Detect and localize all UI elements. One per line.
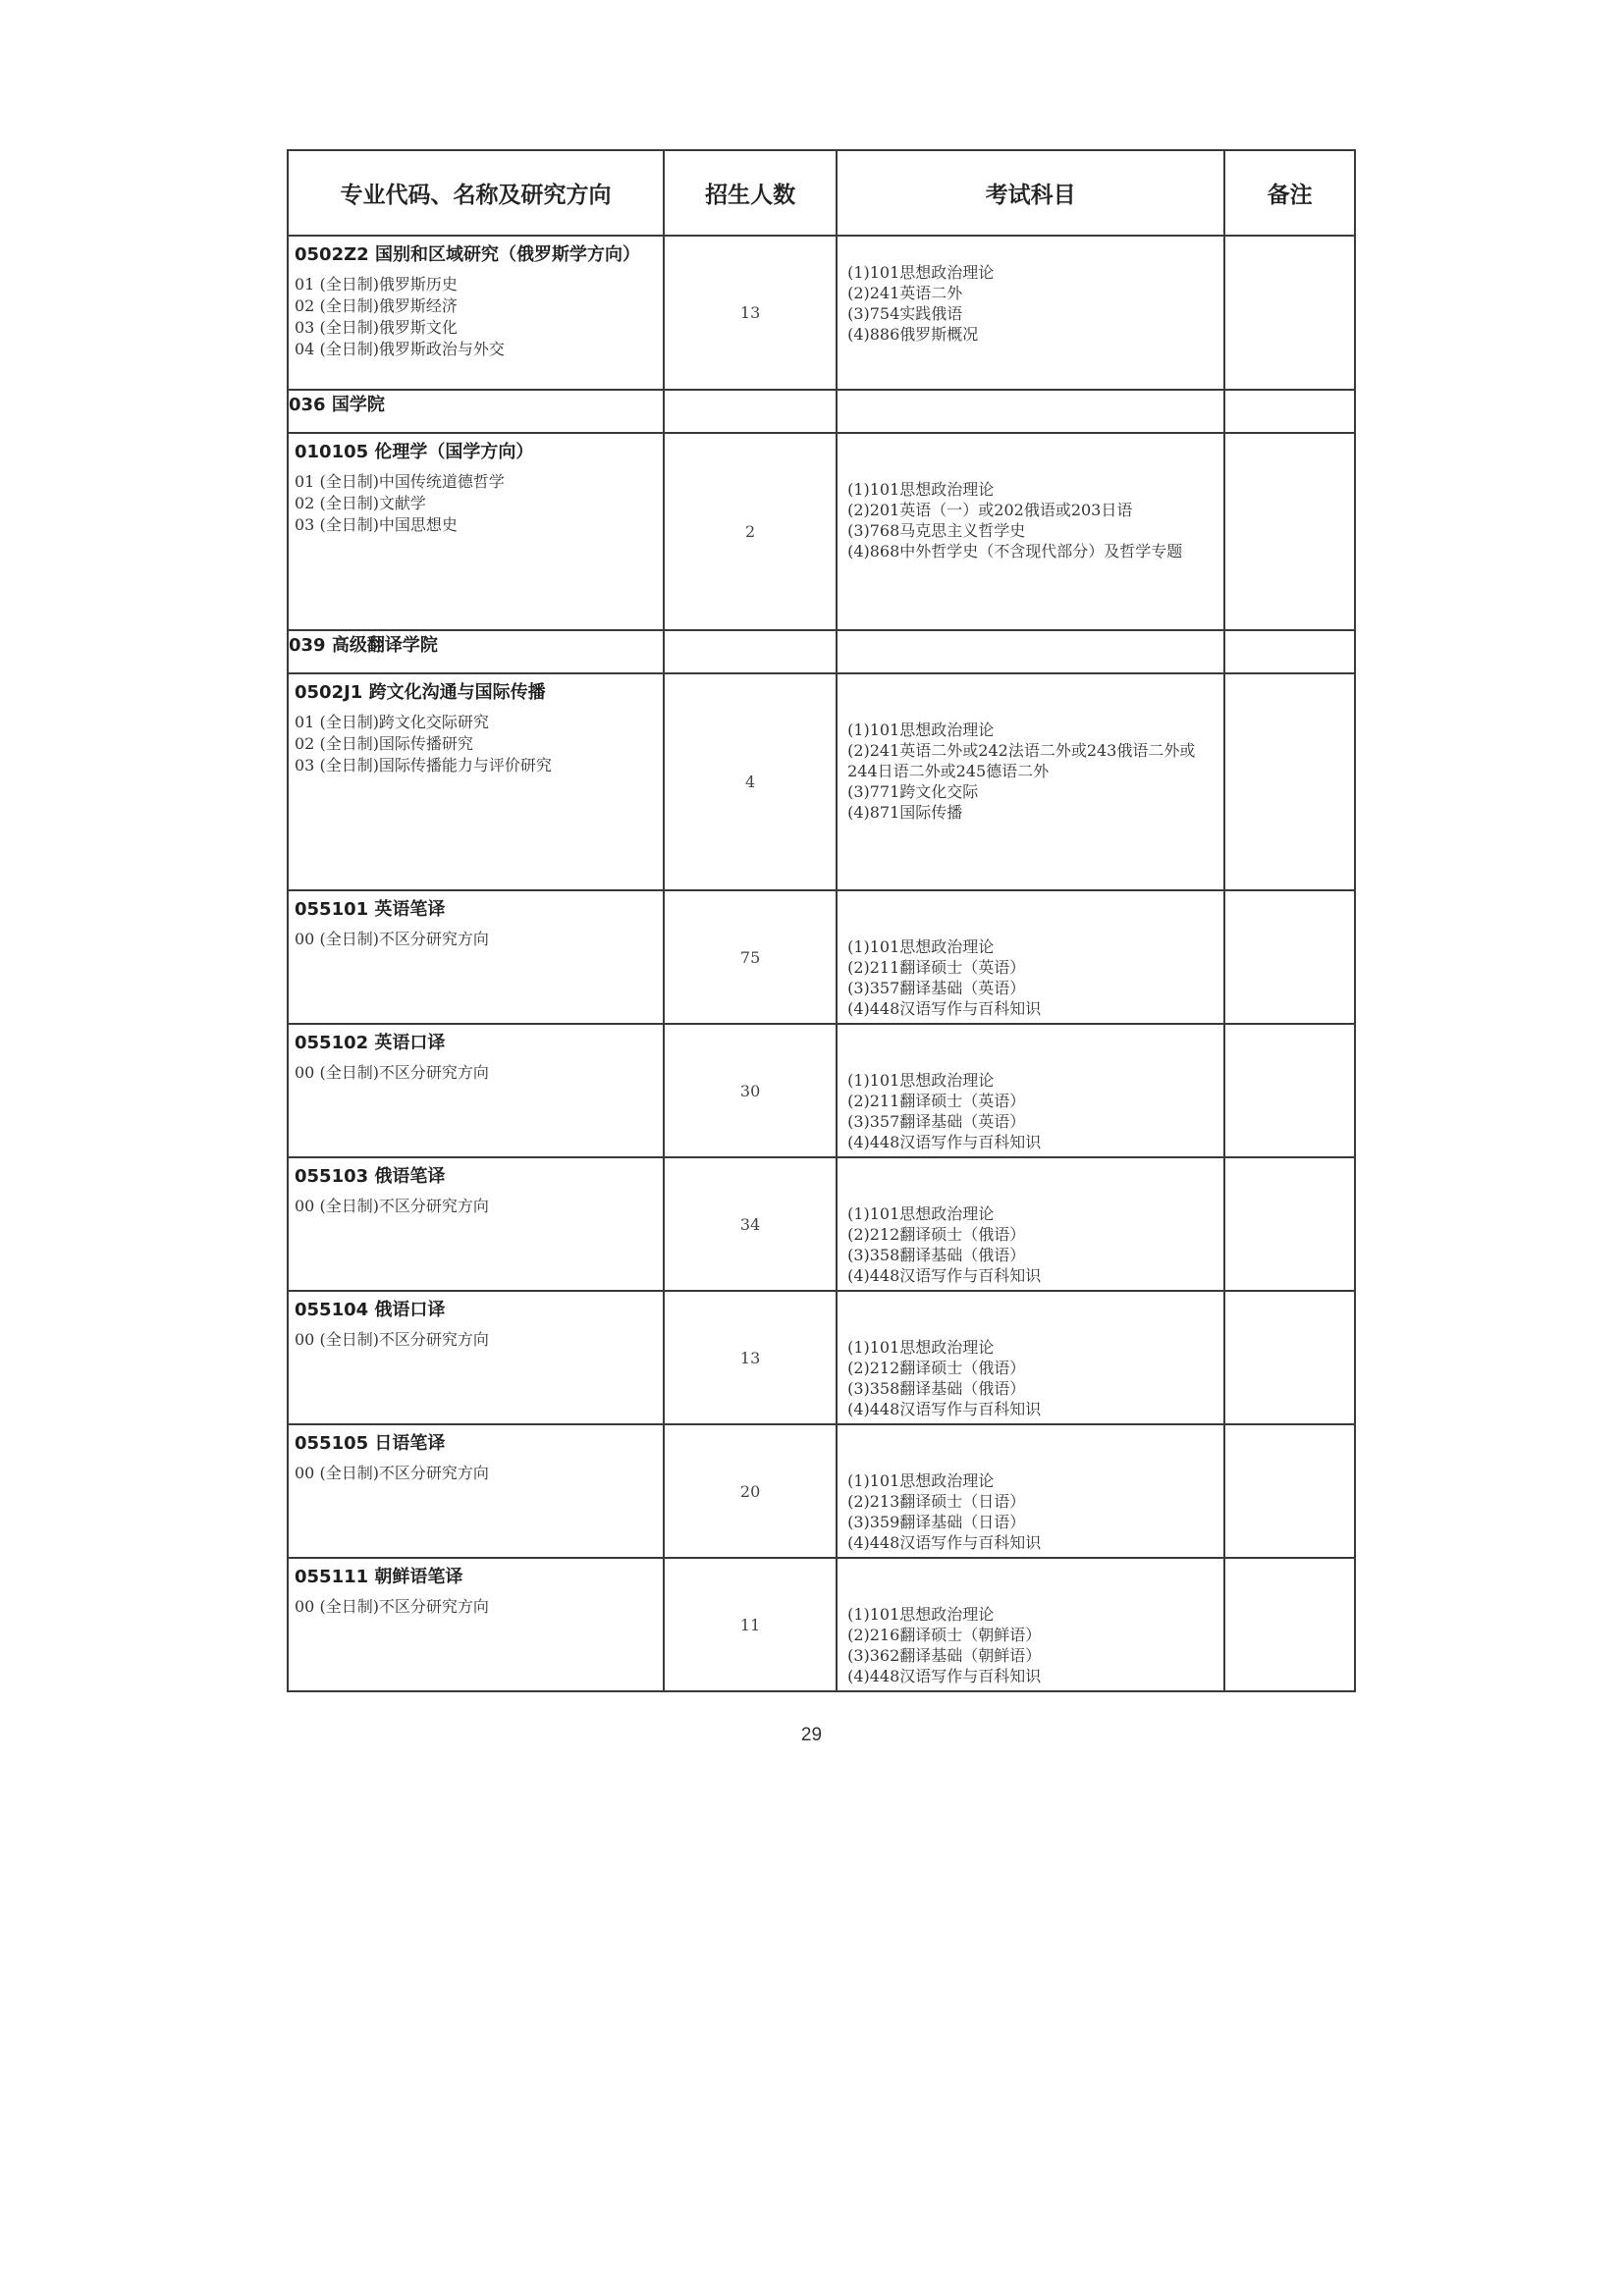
direction-item: 00 (全日制)不区分研究方向 bbox=[295, 1330, 489, 1349]
major-row bbox=[288, 1558, 1355, 1691]
table-body bbox=[288, 236, 1355, 1691]
major-row bbox=[288, 673, 1355, 890]
direction-list bbox=[289, 706, 663, 776]
exam-subject: (3)359翻译基础（日语） bbox=[847, 1513, 1026, 1531]
direction-item: 02 (全日制)俄罗斯经济 bbox=[295, 296, 458, 315]
direction-item: 03 (全日制)中国思想史 bbox=[295, 515, 458, 534]
exam-subject: (1)101思想政治理论 bbox=[847, 937, 995, 956]
major-row bbox=[288, 1424, 1355, 1558]
exam-subject: (3)362翻译基础（朝鲜语） bbox=[847, 1646, 1042, 1665]
remarks-cell bbox=[1224, 1558, 1355, 1691]
direction-item: 00 (全日制)不区分研究方向 bbox=[295, 1464, 489, 1482]
direction-item: 00 (全日制)不区分研究方向 bbox=[295, 1597, 489, 1616]
exam-subject: (3)358翻译基础（俄语） bbox=[847, 1379, 1026, 1398]
exam-subject: (4)448汉语写作与百科知识 bbox=[847, 1133, 1042, 1151]
major-cell bbox=[288, 236, 664, 390]
exam-subject-list bbox=[838, 1425, 1223, 1553]
direction-item: 00 (全日制)不区分研究方向 bbox=[295, 1197, 489, 1215]
major-title: 010105 伦理学（国学方向） bbox=[295, 442, 534, 462]
empty-cell bbox=[837, 390, 1224, 433]
major-title: 055103 俄语笔译 bbox=[295, 1166, 446, 1187]
enrollment-count: 13 bbox=[664, 236, 837, 390]
exam-subject: (4)448汉语写作与百科知识 bbox=[847, 999, 1042, 1018]
major-title: 055102 英语口译 bbox=[295, 1033, 446, 1053]
empty-cell bbox=[664, 630, 837, 673]
exam-subject: (3)768马克思主义哲学史 bbox=[847, 521, 1026, 540]
direction-item: 01 (全日制)中国传统道德哲学 bbox=[295, 472, 505, 491]
direction-item: 03 (全日制)俄罗斯文化 bbox=[295, 318, 458, 337]
exam-subjects-cell bbox=[837, 673, 1224, 890]
exam-subject: (1)101思想政治理论 bbox=[847, 1605, 995, 1624]
empty-cell bbox=[1224, 630, 1355, 673]
admissions-table bbox=[287, 149, 1356, 1692]
header-remarks: 备注 bbox=[1224, 150, 1355, 236]
exam-subject-list bbox=[838, 1559, 1223, 1686]
exam-subject: (1)101思想政治理论 bbox=[847, 1471, 995, 1490]
exam-subject: (2)241英语二外 bbox=[847, 284, 963, 302]
major-cell bbox=[288, 1024, 664, 1157]
enrollment-count: 30 bbox=[664, 1024, 837, 1157]
major-row bbox=[288, 1157, 1355, 1291]
exam-subject: (4)448汉语写作与百科知识 bbox=[847, 1266, 1042, 1285]
remarks-cell bbox=[1224, 433, 1355, 630]
major-row bbox=[288, 890, 1355, 1024]
empty-cell bbox=[837, 630, 1224, 673]
exam-subject: (2)213翻译硕士（日语） bbox=[847, 1492, 1026, 1511]
exam-subject: (1)101思想政治理论 bbox=[847, 263, 995, 282]
header-enrollment: 招生人数 bbox=[664, 150, 837, 236]
exam-subject-list bbox=[838, 674, 1223, 823]
exam-subject: (1)101思想政治理论 bbox=[847, 721, 995, 739]
exam-subjects-cell bbox=[837, 433, 1224, 630]
table-header-row bbox=[288, 150, 1355, 236]
major-row bbox=[288, 1024, 1355, 1157]
exam-subject: (2)241英语二外或242法语二外或243俄语二外或244日语二外或245德语二外 bbox=[847, 741, 1196, 780]
section-row bbox=[288, 390, 1355, 433]
exam-subject: (2)211翻译硕士（英语） bbox=[847, 958, 1026, 977]
major-title: 0502Z2 国别和区域研究（俄罗斯学方向） bbox=[295, 244, 640, 265]
major-cell bbox=[288, 1558, 664, 1691]
exam-subject: (4)868中外哲学史（不含现代部分）及哲学专题 bbox=[847, 542, 1183, 561]
section-title: 036 国学院 bbox=[288, 390, 664, 433]
header-major: 专业代码、名称及研究方向 bbox=[288, 150, 664, 236]
direction-list bbox=[289, 268, 663, 360]
exam-subject-list bbox=[838, 1025, 1223, 1152]
exam-subject: (2)201英语（一）或202俄语或203日语 bbox=[847, 501, 1133, 519]
direction-list bbox=[289, 1190, 663, 1217]
direction-list bbox=[289, 465, 663, 536]
major-title: 055104 俄语口译 bbox=[295, 1300, 446, 1320]
exam-subject: (3)357翻译基础（英语） bbox=[847, 1112, 1026, 1131]
exam-subjects-cell bbox=[837, 1424, 1224, 1558]
exam-subjects-cell bbox=[837, 1558, 1224, 1691]
major-title: 055101 英语笔译 bbox=[295, 899, 446, 920]
major-cell bbox=[288, 1291, 664, 1424]
exam-subject: (4)448汉语写作与百科知识 bbox=[847, 1533, 1042, 1552]
exam-subject: (1)101思想政治理论 bbox=[847, 1338, 995, 1357]
enrollment-count: 11 bbox=[664, 1558, 837, 1691]
direction-list bbox=[289, 1056, 663, 1084]
major-row bbox=[288, 236, 1355, 390]
enrollment-count: 75 bbox=[664, 890, 837, 1024]
page-number: 29 bbox=[800, 1725, 823, 1745]
exam-subject: (3)754实践俄语 bbox=[847, 304, 963, 323]
remarks-cell bbox=[1224, 1424, 1355, 1558]
major-cell bbox=[288, 1424, 664, 1558]
exam-subject: (4)448汉语写作与百科知识 bbox=[847, 1667, 1042, 1685]
exam-subject-list bbox=[838, 1158, 1223, 1286]
section-title: 039 高级翻译学院 bbox=[288, 630, 664, 673]
major-cell bbox=[288, 673, 664, 890]
major-cell bbox=[288, 433, 664, 630]
direction-item: 02 (全日制)国际传播研究 bbox=[295, 734, 473, 753]
header-exam-subjects: 考试科目 bbox=[837, 150, 1224, 236]
enrollment-count: 20 bbox=[664, 1424, 837, 1558]
major-title: 0502J1 跨文化沟通与国际传播 bbox=[295, 682, 546, 703]
exam-subjects-cell bbox=[837, 1291, 1224, 1424]
direction-list bbox=[289, 1590, 663, 1618]
exam-subject: (2)212翻译硕士（俄语） bbox=[847, 1359, 1026, 1377]
major-cell bbox=[288, 1157, 664, 1291]
direction-list bbox=[289, 1457, 663, 1484]
direction-item: 00 (全日制)不区分研究方向 bbox=[295, 930, 489, 948]
exam-subject: (1)101思想政治理论 bbox=[847, 1071, 995, 1090]
exam-subject: (3)358翻译基础（俄语） bbox=[847, 1246, 1026, 1264]
major-cell bbox=[288, 890, 664, 1024]
direction-item: 04 (全日制)俄罗斯政治与外交 bbox=[295, 340, 505, 358]
major-title: 055111 朝鲜语笔译 bbox=[295, 1567, 463, 1587]
major-row bbox=[288, 433, 1355, 630]
remarks-cell bbox=[1224, 236, 1355, 390]
direction-item: 01 (全日制)跨文化交际研究 bbox=[295, 713, 489, 731]
exam-subject: (2)216翻译硕士（朝鲜语） bbox=[847, 1626, 1042, 1644]
direction-item: 00 (全日制)不区分研究方向 bbox=[295, 1063, 489, 1082]
exam-subject-list bbox=[838, 891, 1223, 1019]
exam-subjects-cell bbox=[837, 890, 1224, 1024]
exam-subject: (3)357翻译基础（英语） bbox=[847, 979, 1026, 997]
enrollment-count: 2 bbox=[664, 433, 837, 630]
direction-list bbox=[289, 1323, 663, 1351]
direction-item: 02 (全日制)文献学 bbox=[295, 494, 426, 512]
exam-subject: (4)886俄罗斯概况 bbox=[847, 325, 979, 344]
exam-subject: (2)212翻译硕士（俄语） bbox=[847, 1225, 1026, 1244]
enrollment-count: 13 bbox=[664, 1291, 837, 1424]
major-title: 055105 日语笔译 bbox=[295, 1433, 446, 1454]
exam-subjects-cell bbox=[837, 1157, 1224, 1291]
exam-subjects-cell bbox=[837, 236, 1224, 390]
exam-subject: (4)448汉语写作与百科知识 bbox=[847, 1400, 1042, 1418]
major-row bbox=[288, 1291, 1355, 1424]
empty-cell bbox=[664, 390, 837, 433]
remarks-cell bbox=[1224, 1157, 1355, 1291]
exam-subject: (2)211翻译硕士（英语） bbox=[847, 1092, 1026, 1110]
remarks-cell bbox=[1224, 1291, 1355, 1424]
direction-item: 01 (全日制)俄罗斯历史 bbox=[295, 275, 458, 294]
exam-subject-list bbox=[838, 434, 1223, 561]
exam-subject: (1)101思想政治理论 bbox=[847, 480, 995, 499]
exam-subject: (4)871国际传播 bbox=[847, 803, 963, 822]
section-row bbox=[288, 630, 1355, 673]
exam-subject: (3)771跨文化交际 bbox=[847, 782, 979, 801]
remarks-cell bbox=[1224, 890, 1355, 1024]
direction-item: 03 (全日制)国际传播能力与评价研究 bbox=[295, 756, 552, 774]
remarks-cell bbox=[1224, 1024, 1355, 1157]
empty-cell bbox=[1224, 390, 1355, 433]
direction-list bbox=[289, 923, 663, 950]
enrollment-count: 34 bbox=[664, 1157, 837, 1291]
remarks-cell bbox=[1224, 673, 1355, 890]
exam-subject-list bbox=[838, 237, 1223, 345]
exam-subject-list bbox=[838, 1292, 1223, 1419]
enrollment-count: 4 bbox=[664, 673, 837, 890]
exam-subject: (1)101思想政治理论 bbox=[847, 1204, 995, 1223]
exam-subjects-cell bbox=[837, 1024, 1224, 1157]
